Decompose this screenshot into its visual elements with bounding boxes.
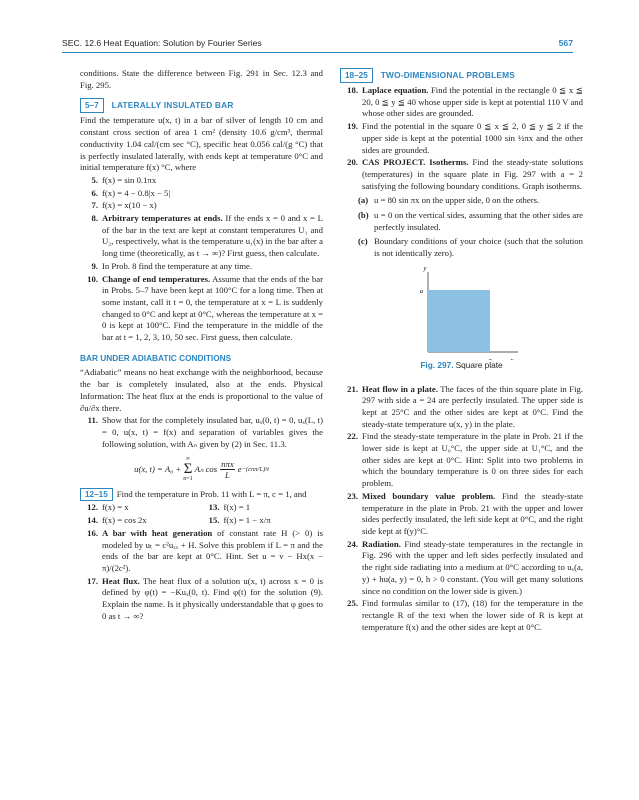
y-axis-label: y [423, 264, 427, 272]
subsection-heading-adiabatic: BAR UNDER ADIABATIC CONDITIONS [80, 352, 232, 363]
problem-24: 24. Radiation. Find steady-state temperatures in the rectangle in Fig. 296 with the upper and left sides perfectly insulated and the right side radiating into a medium at 0°C according to uₓ(a, y) + hu(a, y) = 0, h > 0 constant. (You will get many solutions since no condition on the lower side is given.) [347, 538, 583, 596]
exponential-power: −(cnπ/L)²t [241, 465, 269, 473]
problem-range-tag: 12–15 [80, 488, 113, 501]
problem-20-parts [340, 195, 583, 260]
section-title-text: TWO-DIMENSIONAL PROBLEMS [380, 69, 515, 80]
section-heading-laterally-insulated [80, 98, 323, 113]
formula-term: Aₙ cos [194, 463, 218, 474]
problem-19: 19. Find the potential in the square 0 ≦ x ≦ 2, 0 ≦ y ≦ 2 if the upper side is kept at the potential 1000 sin ½πx and the other sides are grounded. [347, 121, 583, 155]
problem-range-tag: 5–7 [80, 98, 104, 113]
problem-10: 10. Change of end temperatures. Assume that the ends of the bar in Probs. 5–7 have been kept at 100°C for a long time. Then at some instant, call it t = 0, the temperature at x = L is suddenly changed to 0°C and kept at 0°C, whereas the temperature at x = 0 is kept at 100°C. Find the temperature in the middle of the bar at t = 1, 2, 3, 10, 50 sec. First guess, then calculate. [87, 273, 323, 343]
intro-text: conditions. State the difference between Fig. 291 in Sec. 12.3 and Fig. 295. [80, 68, 323, 90]
problem-25: 25. Find formulas similar to (17), (18) for the temperature in the rectangle R of the text when the lower side of R is kept at temperature f(x) and the other sides are kept at 0°C. [347, 598, 583, 632]
square-plate-diagram [340, 262, 583, 360]
problems-14-15 [80, 515, 323, 527]
problem-20: 20. CAS PROJECT. Isotherms. Find the steady-state solutions (temperatures) in the square plate in Fig. 297 with a = 2 satisfying the following boundary conditions. Graph isotherms. [347, 157, 583, 191]
figure-caption [340, 360, 583, 372]
sigma-block [183, 456, 192, 482]
problem-6: 6. f(x) = 4 − 0.8|x − 5| [91, 187, 171, 198]
problem-13: 13. f(x) = 1 [208, 502, 251, 513]
problems-12-13 [80, 502, 323, 514]
side-label-top: a [419, 287, 423, 295]
problem-18: 18. Laplace equation. Find the potential in the rectangle 0 ≦ x ≦ 20, 0 ≦ y ≦ 40 whose upper side is kept at potential 110 V and whose other sides are grounded. [347, 85, 583, 119]
section-heading-two-dimensional [340, 68, 583, 83]
figure-297 [340, 262, 583, 360]
page-number: 567 [558, 38, 573, 48]
problem-14: 14. f(x) = cos 2x [87, 515, 147, 526]
section-title: SEC. 12.6 Heat Equation: Solution by Fourier Series [62, 38, 262, 48]
problem-15: 15. f(x) = 1 − x/π [208, 515, 271, 526]
problem-16: 16. A bar with heat generation of constant rate H (> 0) is modeled by uₜ = c²uₓₓ + H. Solve this problem if L = π and the ends of the bar are kept at 0°C. Hint. Set u = v − Hx(x − π)/(2c²). [87, 527, 323, 573]
side-label-right [488, 357, 491, 360]
figure-caption-text: Square plate [455, 359, 503, 370]
formula-fraction [220, 459, 235, 480]
problem-5: 5. f(x) = sin 0.1πx [91, 174, 157, 185]
plate-square [428, 290, 490, 352]
fraction-denominator: L [225, 469, 230, 480]
problem-20a: (a) u = 80 sin πx on the upper side, 0 on the others. [358, 195, 540, 206]
adiabatic-intro: “Adiabatic” means no heat exchange with the neighborhood, because the bar is completely insulated, also at the ends. Physical Information: The heat flux at the ends is proportional to the value of ∂u/∂x there. [80, 367, 323, 413]
problem-20b: (b) u = 0 on the vertical sides, assuming that the other sides are perfectly insulated. [358, 210, 583, 232]
series-formula [80, 454, 323, 484]
figure-label: Fig. 297. [420, 359, 454, 370]
problem-23: 23. Mixed boundary value problem. Find the steady-state temperature in the plate in Prob. 21 with the upper and lower sides perfectly insulated, the left side kept at 0°C, and the right side kept at f(y)°C. [347, 490, 583, 536]
problem-11: 11. Show that for the completely insulated bar, uₓ(0, t) = 0, uₓ(L, t) = 0, u(x, t) = f(x) and separation of variables gives the following solution, with Aₙ given by (2) in Sec. 11.3. [87, 415, 323, 449]
problem-20c: (c) Boundary conditions of your choice (such that the solution is not identically zero). [358, 236, 583, 259]
problem-group-12-15: 12–15 Find the temperature in Prob. 11 with L = π, c = 1, and [80, 488, 323, 501]
problem-8: 8. Arbitrary temperatures at ends. If the ends x = 0 and x = L of the bar in the text are kept at constant temperatures U₁ and U₂, respectively, what is the temperature u₁(x) in the bar after a long time (theoretically, as t → ∞)? First guess, then calculate. [91, 213, 323, 259]
x-axis-label [510, 357, 514, 360]
problem-22: 22. Find the steady-state temperature in the plate in Prob. 21 if the lower side is kept at U₀°C, the upper side at U₁°C, and the other sides are kept at 0°C. Hint: Split into two problems in which the boundary temperature is 0 on three sides for each problem. [347, 431, 583, 489]
problem-7: 7. f(x) = x(10 − x) [91, 200, 157, 211]
fraction-numerator: nπx [221, 458, 234, 469]
problem-12: 12. f(x) = x [87, 502, 129, 513]
problem-21: 21. Heat flow in a plate. The faces of the thin square plate in Fig. 297 with side a = 24 are perfectly insulated. The upper side is kept at 25°C and the other sides are kept at 0°C. Find the steady-state temperature u(x, y) in the plate. [347, 383, 583, 429]
section-intro: Find the temperature u(x, t) in a bar of silver of length 10 cm and constant cross section of area 1 cm² (density 10.6 g/cm³, thermal conductivity 1.04 cal/(cm sec °C), specific heat 0.056 cal/(g °C) that is perfectly insulated laterally, with ends kept at temperature 0°C and initial temperature f(x) °C, where [80, 115, 323, 173]
formula-lhs: u(x, t) = A₀ + [134, 463, 182, 474]
right-column [340, 68, 583, 633]
section-title-text: LATERALLY INSULATED BAR [111, 100, 234, 111]
exponential-base: e [237, 463, 242, 474]
running-header [62, 38, 573, 52]
sigma-symbol: Σ [183, 461, 193, 478]
sigma-upper: ∞ [185, 456, 191, 463]
left-column [80, 68, 323, 622]
problem-17: 17. Heat flux. The heat flux of a solution u(x, t) across x = 0 is defined by φ(t) = −Kuₓ(0, t). Find φ(t) for the solution (9). Explain the name. Is it physically understandable that φ goes to 0 as t → ∞? [87, 575, 323, 621]
sigma-lower: n=1 [183, 476, 193, 483]
header-rule [62, 52, 573, 53]
problem-9: 9. In Prob. 8 find the temperature at any time. [91, 260, 253, 271]
problem-range-tag: 18–25 [340, 68, 373, 83]
